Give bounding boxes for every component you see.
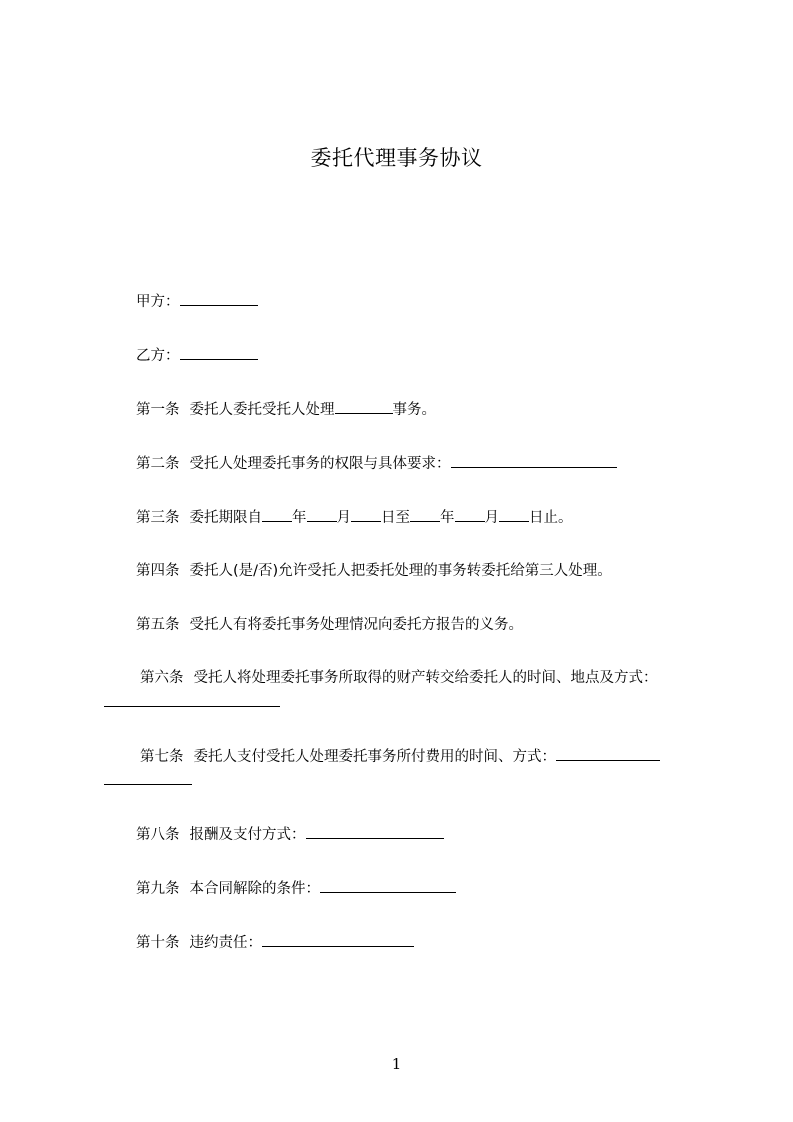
article-6 [140, 668, 658, 688]
party-a-line [136, 291, 258, 312]
start-year-label: 年 [292, 510, 307, 526]
start-year-blank[interactable] [262, 507, 292, 522]
article-2-blank[interactable] [451, 453, 617, 468]
party-b-blank[interactable] [180, 345, 258, 360]
article-5-text: 受托人有将委托事务处理情况向委托方报告的义务。 [189, 617, 523, 633]
party-b-label: 乙方： [136, 348, 180, 364]
end-day-label: 日止。 [529, 510, 573, 526]
start-day-label: 日至 [381, 510, 410, 526]
article-3-text: 委托期限自 [189, 510, 262, 526]
start-month-blank[interactable] [307, 507, 337, 522]
end-month-label: 月 [484, 510, 499, 526]
article-7-text: 委托人支付受托人处理委托事务所付费用的时间、方式： [193, 749, 556, 765]
party-a-label: 甲方： [136, 294, 180, 310]
article-1-number: 第一条 [136, 402, 180, 418]
article-10-number: 第十条 [136, 935, 180, 951]
article-10 [136, 932, 414, 953]
article-8-blank[interactable] [306, 824, 444, 839]
article-6-continuation [104, 692, 280, 713]
article-7-blank[interactable] [556, 746, 660, 761]
article-9-blank[interactable] [320, 878, 456, 893]
page-number: 1 [391, 1055, 402, 1073]
end-year-blank[interactable] [410, 507, 440, 522]
article-3-number: 第三条 [136, 510, 180, 526]
article-7-continuation [104, 770, 192, 791]
article-7 [140, 746, 660, 767]
article-2 [136, 453, 617, 474]
article-6-blank[interactable] [104, 692, 280, 707]
article-3 [136, 507, 573, 528]
end-year-label: 年 [440, 510, 455, 526]
start-day-blank[interactable] [351, 507, 381, 522]
article-4 [136, 561, 612, 581]
article-2-text: 受托人处理委托事务的权限与具体要求： [189, 456, 451, 472]
party-a-blank[interactable] [180, 291, 258, 306]
article-6-number: 第六条 [140, 670, 184, 686]
article-1 [136, 399, 436, 420]
article-5-number: 第五条 [136, 617, 180, 633]
article-9-number: 第九条 [136, 881, 180, 897]
article-9-text: 本合同解除的条件： [189, 881, 320, 897]
article-8-text: 报酬及支付方式： [189, 827, 306, 843]
article-4-text: 委托人(是/否)允许受托人把委托处理的事务转委托给第三人处理。 [189, 563, 612, 579]
start-month-label: 月 [336, 510, 351, 526]
end-day-blank[interactable] [499, 507, 529, 522]
article-1-text: 委托人委托受托人处理 [189, 402, 335, 418]
article-8-number: 第八条 [136, 827, 180, 843]
article-1-blank[interactable] [335, 399, 393, 414]
article-7-number: 第七条 [140, 749, 184, 765]
article-4-number: 第四条 [136, 563, 180, 579]
article-2-number: 第二条 [136, 456, 180, 472]
article-8 [136, 824, 444, 845]
article-5 [136, 615, 523, 635]
article-1-suffix: 事务。 [392, 402, 436, 418]
document-title: 委托代理事务协议 [310, 146, 483, 170]
article-7-blank-continued[interactable] [104, 770, 192, 785]
article-6-text: 受托人将处理委托事务所取得的财产转交给委托人的时间、地点及方式： [193, 670, 658, 686]
party-b-line [136, 345, 258, 366]
article-10-blank[interactable] [262, 932, 414, 947]
end-month-blank[interactable] [455, 507, 485, 522]
article-9 [136, 878, 456, 899]
article-10-text: 违约责任： [189, 935, 262, 951]
